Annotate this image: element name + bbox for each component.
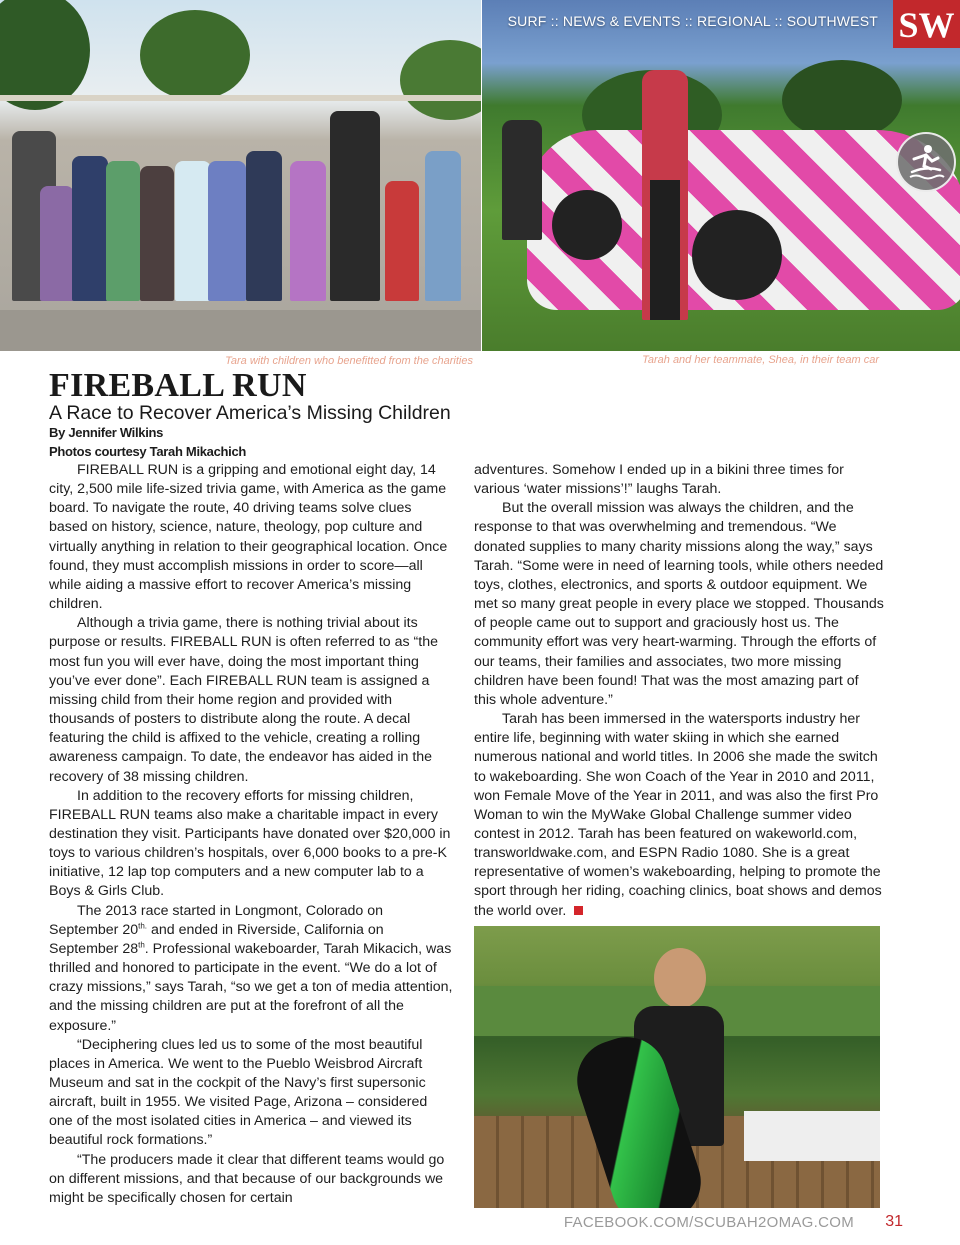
paragraph: Tarah has been immersed in the watersports industry her entire life, beginning with water skiing in which she earned numerous national and world titles. In 2006 she made the switch to wakeboarding. She won Coach of the Year in 2010 and 2011, won Female Move of the Year in 2011, and was also the first Pro Woman to win the MyWake Global Challenge summer video contest in 2012. Tarah has been featured on wakeworld.com, transworldwake.com, and ESPN Radio 1080. She is a great representative of women’s wakeboarding, helping to promote the sport through her riding, coaching clinics, boat shows and demos the world over. [474, 711, 882, 919]
article-title: FIREBALL RUN [49, 367, 307, 404]
right-photo-caption: Tarah and her teammate, Shea, in their team car [642, 354, 879, 366]
page-number: 31 [885, 1213, 903, 1230]
section-breadcrumb: SURF :: NEWS & EVENTS :: REGIONAL :: SOUTHWEST [507, 13, 878, 29]
paragraph: FIREBALL RUN is a gripping and emotional eight day, 14 city, 2,500 mile life-sized trivia game, with America as the game board. To navigate the route, 40 driving teams solve clues based on history, science, nature, theology, pop culture and virtually anything in relation to their geographical location. Once found, they must accomplish missions in order to score—all while aiding a massive effort to recover America’s missing children. [49, 462, 448, 613]
photo-credit: Photos courtesy Tarah Mikachich [49, 444, 247, 459]
paragraph: “The producers made it clear that different teams would go on different missions, and that because of our backgrounds we might be specifically chosen for certain [49, 1151, 445, 1206]
paragraph: The 2013 race started in Longmont, Colorado on September $20^{th.}$ and ended in Riverside, California on September 28th. Professional wakeboarder, Tarah Mikacich, was thrilled and honored to participate in the event. “We do a lot of crazy missions,” says Tarah, “so we get a ton of media attention, and the missing children are put at the forefront of all the exposure.” [49, 902, 453, 1034]
end-of-article-mark [574, 906, 583, 915]
section-badge: SW [893, 0, 960, 48]
wakeboarder-portrait-photo [474, 926, 880, 1208]
surfer-icon [896, 132, 956, 192]
article-right-column [474, 461, 884, 921]
paragraph: Although a trivia game, there is nothing trivial about its purpose or results. FIREBALL RUN is often referred to as “the most fun you will ever have, doing the most important thing you’ve ever done”. Each FIREBALL RUN team is assigned a missing child from their home region and provided with thousands of posters to distribute along the route. A decal featuring the child is affixed to the vehicle, creating a rolling awareness campaign. To date, the endeavor has aided in the recovery of 38 missing children. [49, 615, 439, 785]
paragraph: adventures. Somehow I ended up in a bikini three times for various ‘water missions’!” laughs Tarah. [474, 462, 844, 498]
left-photo-caption: Tara with children who benefitted from the charities [225, 355, 473, 367]
children-group-photo [0, 0, 481, 351]
team-car-photo [482, 0, 960, 351]
footer-website-link[interactable]: FACEBOOK.COM/SCUBAH2OMAG.COM [563, 1214, 854, 1231]
paragraph: “Deciphering clues led us to some of the most beautiful places in America. We went to the Pueblo Weisbrod Aircraft Museum and sat in the cockpit of the Navy’s first supersonic aircraft, built in 1955. We visited Page, Arizona – considered one of the most isolated cities in America – and viewed its beautiful rock formations.” [49, 1036, 428, 1149]
article-left-column [49, 461, 454, 1208]
byline: By Jennifer Wilkins [49, 425, 164, 440]
article-subtitle: A Race to Recover America’s Missing Children [49, 402, 451, 424]
paragraph: But the overall mission was always the children, and the response to that was overwhelming and tremendous. “We donated supplies to many charity missions along the way,” says Tarah. “Some were in need of learning tools, while others needed toys, clothes, electronics, and sports & outdoor equipment. We met so many great people in every place we stopped. Thousands of people came out to support and graciously host us. The community effort was very heart-warming. Through the efforts of our teams, their families and associates, two more missing children have been found! That was the most amazing part of this whole adventure.” [474, 500, 884, 708]
paragraph: In addition to the recovery efforts for missing children, FIREBALL RUN teams also make a charitable impact in every destination they visit. Participants have donated over $20,000 in toys to various children’s hospitals, over 6,000 books to a pre-K initiative, 12 lap top computers and a new computer lab to a Boys & Girls Club. [49, 787, 451, 900]
